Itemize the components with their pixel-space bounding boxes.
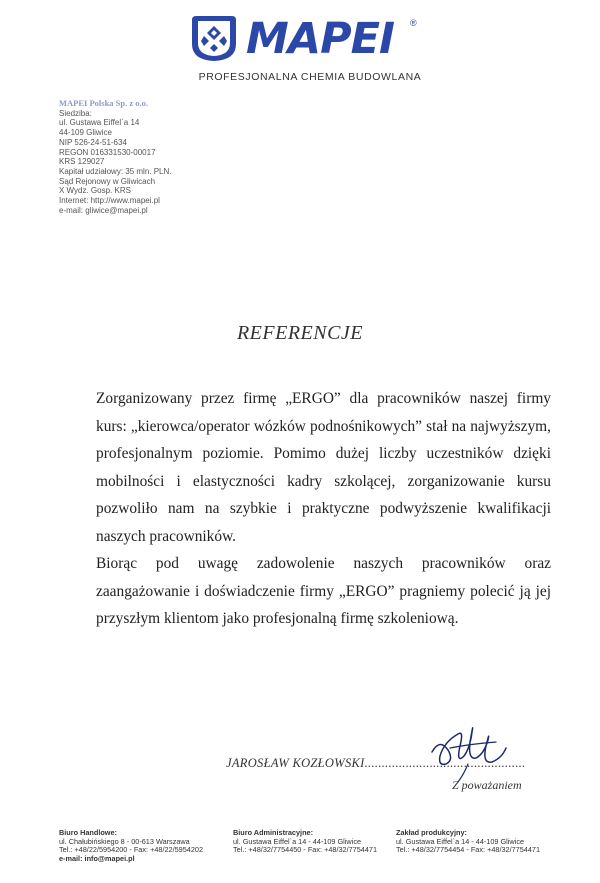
company-line: NIP 526-24-51-634 bbox=[59, 137, 127, 147]
company-line: KRS 129027 bbox=[59, 157, 105, 167]
company-line: 44-109 Gliwice bbox=[59, 128, 112, 138]
letter-body bbox=[96, 385, 551, 633]
footer-sales-office bbox=[59, 829, 203, 863]
footer-admin-office bbox=[233, 829, 377, 855]
footer-plant bbox=[396, 829, 540, 855]
company-line: Internet: http://www.mapei.pl bbox=[59, 196, 160, 206]
footer-phone: Tel.: +48/32/7754450 - Fax: +48/32/7754471 bbox=[233, 845, 378, 854]
logo-tagline: PROFESJONALNA CHEMIA BUDOWLANA bbox=[198, 71, 422, 83]
paragraph-1: Zorganizowany przez firmę „ERGO” dla pracowników naszej firmy kurs: „kierowca/operator wózków podnośnikowych” stał na najwyższym, profesjonalnym poziomie. Pomimo dużej liczby uczestników dzięki mobilności i elastyczności kadry szkolącej, zorganizowanie kursu pozwoliło nam na szybkie i praktyczne podwyższenie kwalifikacji naszych pracowników. bbox=[96, 390, 551, 545]
company-line: e-mail: gliwice@mapei.pl bbox=[59, 205, 148, 215]
footer-phone: Tel.: +48/22/5954200 - Fax: +48/22/5954202 bbox=[59, 845, 204, 854]
mapei-logo bbox=[190, 14, 430, 84]
company-line: REGON 016331530-00017 bbox=[59, 147, 156, 157]
footer-heading: Biuro Handlowe: bbox=[59, 828, 117, 837]
letter-title: REFERENCJE bbox=[236, 322, 364, 344]
footer-heading: Biuro Administracyjne: bbox=[233, 828, 314, 837]
company-name: MAPEI Polska Sp. z o.o. bbox=[59, 98, 149, 108]
company-line: Sąd Rejonowy w Gliwicach bbox=[59, 176, 156, 186]
footer-phone: Tel.: +48/32/7754454 - Fax: +48/32/7754471 bbox=[396, 845, 541, 854]
footer-address: ul. Gustawa Eiffel`a 14 - 44-109 Gliwice bbox=[233, 836, 362, 846]
logo-wordmark: MAPEI bbox=[246, 14, 394, 64]
closing-regards: Z poważaniem bbox=[452, 778, 522, 792]
company-line: X Wydz. Gosp. KRS bbox=[59, 186, 131, 196]
company-line: Siedziba: bbox=[59, 108, 92, 118]
footer-address: ul. Gustawa Eiffel`a 14 - 44-109 Gliwice bbox=[396, 836, 525, 846]
registered-mark: ® bbox=[410, 18, 417, 28]
company-line: Kapitał udziałowy: 35 mln. PLN. bbox=[59, 166, 172, 176]
mapei-logo-mark-icon bbox=[190, 14, 238, 62]
footer-heading: Zakład produkcyjny: bbox=[396, 828, 467, 837]
company-info bbox=[59, 99, 259, 215]
footer-address: ul. Chałubińskiego 8 - 00-613 Warszawa bbox=[59, 836, 190, 846]
paragraph-2: Biorąc pod uwagę zadowolenie naszych pracowników oraz zaangażowanie i doświadczenie firmy „ERGO” pragniemy polecić ją jej przyszłym klientom jako profesjonalną firmę szkoleniową. bbox=[96, 555, 551, 627]
company-line: ul. Gustawa Eiffel`a 14 bbox=[59, 118, 140, 128]
signer-name: JAROSŁAW KOZŁOWSKI............................................... bbox=[226, 756, 526, 770]
footer-email: e-mail: info@mapei.pl bbox=[59, 853, 135, 863]
